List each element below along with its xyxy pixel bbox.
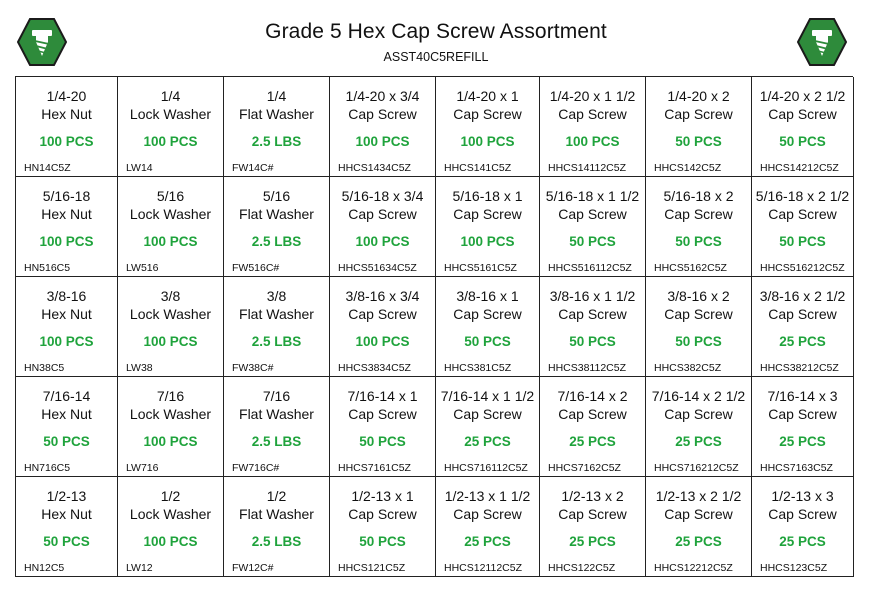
assortment-cell bbox=[16, 77, 118, 177]
assortment-cell bbox=[540, 477, 646, 577]
item-part-number: LW14 bbox=[126, 162, 153, 174]
item-type: Hex Nut bbox=[41, 106, 92, 122]
item-type: Cap Screw bbox=[453, 206, 522, 222]
item-quantity: 25 PCS bbox=[779, 534, 826, 549]
assortment-cell bbox=[540, 77, 646, 177]
item-quantity: 50 PCS bbox=[464, 334, 511, 349]
item-part-number: HHCS382C5Z bbox=[654, 362, 722, 374]
item-part-number: HN38C5 bbox=[24, 362, 65, 374]
item-part-number: HHCS122C5Z bbox=[548, 562, 616, 574]
item-part-number: LW516 bbox=[126, 262, 159, 274]
item-size: 1/2-13 x 1 1/2 bbox=[444, 488, 531, 504]
item-type: Cap Screw bbox=[768, 106, 837, 122]
item-size: 3/8 bbox=[266, 288, 287, 304]
item-quantity: 25 PCS bbox=[569, 534, 616, 549]
item-size: 1/2-13 x 1 bbox=[351, 488, 414, 504]
item-size: 7/16 bbox=[156, 388, 185, 404]
item-type: Cap Screw bbox=[558, 106, 627, 122]
item-type: Cap Screw bbox=[664, 406, 733, 422]
item-type: Hex Nut bbox=[41, 306, 92, 322]
item-type: Cap Screw bbox=[558, 306, 627, 322]
item-type: Cap Screw bbox=[348, 206, 417, 222]
item-part-number: HHCS716212C5Z bbox=[654, 462, 739, 474]
item-size: 5/16-18 x 1 bbox=[452, 188, 523, 204]
item-part-number: HHCS12212C5Z bbox=[654, 562, 733, 574]
assortment-cell bbox=[646, 477, 752, 577]
item-type: Cap Screw bbox=[453, 306, 522, 322]
item-quantity: 100 PCS bbox=[39, 234, 94, 249]
assortment-cell bbox=[436, 477, 540, 577]
item-quantity: 50 PCS bbox=[359, 534, 406, 549]
item-part-number: HN716C5 bbox=[24, 462, 71, 474]
item-quantity: 50 PCS bbox=[43, 434, 90, 449]
item-size: 3/8-16 x 1 bbox=[456, 288, 519, 304]
item-quantity: 100 PCS bbox=[143, 234, 198, 249]
assortment-cell bbox=[752, 77, 854, 177]
item-part-number: HHCS121C5Z bbox=[338, 562, 406, 574]
item-quantity: 50 PCS bbox=[779, 134, 826, 149]
item-size: 3/8 bbox=[160, 288, 181, 304]
assortment-cell bbox=[330, 177, 436, 277]
item-part-number: HHCS381C5Z bbox=[444, 362, 512, 374]
assortment-cell bbox=[224, 177, 330, 277]
assortment-cell bbox=[330, 77, 436, 177]
item-type: Cap Screw bbox=[348, 506, 417, 522]
item-quantity: 25 PCS bbox=[779, 434, 826, 449]
assortment-cell bbox=[16, 377, 118, 477]
item-size: 3/8-16 x 3/4 bbox=[345, 288, 420, 304]
assortment-cell bbox=[646, 277, 752, 377]
item-part-number: HHCS14212C5Z bbox=[760, 162, 839, 174]
item-size: 5/16-18 x 2 bbox=[663, 188, 734, 204]
item-type: Cap Screw bbox=[453, 106, 522, 122]
item-part-number: HHCS1434C5Z bbox=[338, 162, 411, 174]
item-quantity: 2.5 LBS bbox=[251, 234, 302, 249]
item-part-number: HN516C5 bbox=[24, 262, 71, 274]
item-part-number: HHCS123C5Z bbox=[760, 562, 828, 574]
assortment-cell bbox=[540, 177, 646, 277]
item-part-number: FW38C# bbox=[232, 362, 274, 374]
item-part-number: HHCS51634C5Z bbox=[338, 262, 417, 274]
item-quantity: 50 PCS bbox=[675, 134, 722, 149]
assortment-cell bbox=[436, 277, 540, 377]
item-size: 1/4-20 x 3/4 bbox=[345, 88, 420, 104]
item-part-number: HHCS14112C5Z bbox=[548, 162, 627, 174]
item-part-number: HHCS516212C5Z bbox=[760, 262, 845, 274]
item-size: 7/16-14 x 1 1/2 bbox=[440, 388, 535, 404]
item-type: Cap Screw bbox=[768, 306, 837, 322]
item-type: Lock Washer bbox=[129, 306, 212, 322]
assortment-cell bbox=[16, 277, 118, 377]
item-quantity: 100 PCS bbox=[355, 134, 410, 149]
item-type: Cap Screw bbox=[558, 406, 627, 422]
assortment-cell bbox=[118, 77, 224, 177]
item-quantity: 25 PCS bbox=[569, 434, 616, 449]
item-quantity: 50 PCS bbox=[569, 334, 616, 349]
item-part-number: HHCS7161C5Z bbox=[338, 462, 411, 474]
item-size: 7/16-14 x 2 1/2 bbox=[651, 388, 746, 404]
item-size: 7/16-14 x 2 bbox=[557, 388, 628, 404]
item-size: 3/8-16 x 2 1/2 bbox=[759, 288, 846, 304]
item-type: Hex Nut bbox=[41, 506, 92, 522]
item-part-number: LW716 bbox=[126, 462, 159, 474]
item-quantity: 100 PCS bbox=[143, 534, 198, 549]
assortment-cell bbox=[752, 177, 854, 277]
assortment-cell bbox=[646, 377, 752, 477]
item-type: Lock Washer bbox=[129, 106, 212, 122]
item-type: Flat Washer bbox=[239, 306, 314, 322]
item-type: Cap Screw bbox=[664, 306, 733, 322]
item-part-number: HN12C5 bbox=[24, 562, 65, 574]
item-part-number: HHCS516112C5Z bbox=[548, 262, 632, 274]
item-part-number: FW14C# bbox=[232, 162, 274, 174]
item-quantity: 25 PCS bbox=[675, 434, 722, 449]
item-quantity: 25 PCS bbox=[675, 534, 722, 549]
assortment-cell bbox=[330, 477, 436, 577]
item-part-number: HHCS12112C5Z bbox=[444, 562, 523, 574]
item-size: 5/16-18 bbox=[42, 188, 91, 204]
item-size: 1/4-20 x 1 bbox=[456, 88, 519, 104]
page-subtitle: ASST40C5REFILL bbox=[383, 50, 489, 64]
assortment-cell bbox=[16, 477, 118, 577]
item-part-number: FW516C# bbox=[232, 262, 280, 274]
item-part-number: LW12 bbox=[126, 562, 153, 574]
assortment-cell bbox=[646, 177, 752, 277]
item-quantity: 100 PCS bbox=[460, 234, 515, 249]
item-part-number: HHCS38212C5Z bbox=[760, 362, 839, 374]
item-quantity: 100 PCS bbox=[565, 134, 620, 149]
assortment-cell bbox=[436, 177, 540, 277]
item-quantity: 50 PCS bbox=[675, 334, 722, 349]
assortment-cell bbox=[752, 277, 854, 377]
item-quantity: 50 PCS bbox=[675, 234, 722, 249]
item-type: Cap Screw bbox=[664, 206, 733, 222]
item-quantity: 50 PCS bbox=[569, 234, 616, 249]
item-quantity: 100 PCS bbox=[143, 334, 198, 349]
item-part-number: LW38 bbox=[126, 362, 153, 374]
item-quantity: 50 PCS bbox=[779, 234, 826, 249]
item-type: Flat Washer bbox=[239, 506, 314, 522]
assortment-cell bbox=[330, 277, 436, 377]
item-part-number: HHCS3834C5Z bbox=[338, 362, 411, 374]
assortment-cell bbox=[118, 277, 224, 377]
item-size: 3/8-16 x 2 bbox=[667, 288, 730, 304]
item-size: 3/8-16 x 1 1/2 bbox=[549, 288, 636, 304]
item-part-number: FW716C# bbox=[232, 462, 280, 474]
item-part-number: HHCS142C5Z bbox=[654, 162, 722, 174]
item-quantity: 50 PCS bbox=[43, 534, 90, 549]
assortment-cell bbox=[436, 377, 540, 477]
item-type: Lock Washer bbox=[129, 506, 212, 522]
assortment-cell bbox=[16, 177, 118, 277]
item-type: Cap Screw bbox=[558, 206, 627, 222]
item-type: Lock Washer bbox=[129, 406, 212, 422]
item-quantity: 100 PCS bbox=[355, 234, 410, 249]
item-quantity: 100 PCS bbox=[355, 334, 410, 349]
item-type: Cap Screw bbox=[664, 106, 733, 122]
item-size: 7/16-14 x 1 bbox=[347, 388, 418, 404]
item-type: Flat Washer bbox=[239, 106, 314, 122]
item-size: 5/16-18 x 3/4 bbox=[341, 188, 424, 204]
item-type: Hex Nut bbox=[41, 206, 92, 222]
item-type: Flat Washer bbox=[239, 206, 314, 222]
item-size: 1/4 bbox=[160, 88, 181, 104]
item-size: 5/16 bbox=[262, 188, 291, 204]
item-type: Hex Nut bbox=[41, 406, 92, 422]
item-size: 1/2-13 bbox=[46, 488, 87, 504]
item-size: 1/4-20 x 1 1/2 bbox=[549, 88, 636, 104]
assortment-grid bbox=[15, 76, 853, 577]
item-part-number: HHCS5161C5Z bbox=[444, 262, 517, 274]
item-size: 5/16 bbox=[156, 188, 185, 204]
item-quantity: 50 PCS bbox=[359, 434, 406, 449]
item-size: 5/16-18 x 1 1/2 bbox=[545, 188, 640, 204]
item-quantity: 100 PCS bbox=[143, 134, 198, 149]
item-part-number: HHCS38112C5Z bbox=[548, 362, 627, 374]
assortment-cell bbox=[540, 277, 646, 377]
assortment-cell bbox=[224, 377, 330, 477]
assortment-cell bbox=[118, 177, 224, 277]
assortment-cell bbox=[224, 77, 330, 177]
item-part-number: HN14C5Z bbox=[24, 162, 71, 174]
item-type: Cap Screw bbox=[348, 306, 417, 322]
item-type: Cap Screw bbox=[453, 406, 522, 422]
item-size: 1/4-20 x 2 bbox=[667, 88, 730, 104]
item-type: Cap Screw bbox=[768, 206, 837, 222]
assortment-cell bbox=[330, 377, 436, 477]
item-quantity: 100 PCS bbox=[143, 434, 198, 449]
assortment-cell bbox=[118, 477, 224, 577]
item-size: 1/2-13 x 2 1/2 bbox=[655, 488, 742, 504]
assortment-cell bbox=[118, 377, 224, 477]
assortment-cell bbox=[646, 77, 752, 177]
assortment-cell bbox=[436, 77, 540, 177]
item-quantity: 100 PCS bbox=[39, 134, 94, 149]
item-quantity: 2.5 LBS bbox=[251, 434, 302, 449]
item-part-number: HHCS141C5Z bbox=[444, 162, 512, 174]
item-size: 3/8-16 bbox=[46, 288, 87, 304]
item-size: 1/4-20 bbox=[46, 88, 87, 104]
item-part-number: FW12C# bbox=[232, 562, 274, 574]
item-quantity: 2.5 LBS bbox=[251, 134, 302, 149]
item-quantity: 2.5 LBS bbox=[251, 534, 302, 549]
assortment-cell bbox=[752, 477, 854, 577]
item-quantity: 25 PCS bbox=[779, 334, 826, 349]
item-size: 1/2-13 x 3 bbox=[771, 488, 834, 504]
item-type: Cap Screw bbox=[453, 506, 522, 522]
item-size: 1/4-20 x 2 1/2 bbox=[759, 88, 846, 104]
assortment-cell bbox=[224, 277, 330, 377]
item-type: Cap Screw bbox=[768, 506, 837, 522]
item-quantity: 2.5 LBS bbox=[251, 334, 302, 349]
item-quantity: 25 PCS bbox=[464, 434, 511, 449]
item-type: Cap Screw bbox=[558, 506, 627, 522]
assortment-cell bbox=[752, 377, 854, 477]
item-type: Lock Washer bbox=[129, 206, 212, 222]
item-size: 1/2 bbox=[160, 488, 181, 504]
item-type: Flat Washer bbox=[239, 406, 314, 422]
item-quantity: 100 PCS bbox=[460, 134, 515, 149]
item-part-number: HHCS716112C5Z bbox=[444, 462, 528, 474]
item-type: Cap Screw bbox=[348, 106, 417, 122]
item-size: 1/2 bbox=[266, 488, 287, 504]
item-size: 7/16-14 bbox=[42, 388, 91, 404]
assortment-cell bbox=[540, 377, 646, 477]
item-type: Cap Screw bbox=[768, 406, 837, 422]
page-title: Grade 5 Hex Cap Screw Assortment bbox=[265, 20, 607, 43]
item-size: 1/2-13 x 2 bbox=[561, 488, 624, 504]
item-size: 1/4 bbox=[266, 88, 287, 104]
assortment-cell bbox=[224, 477, 330, 577]
item-part-number: HHCS7162C5Z bbox=[548, 462, 621, 474]
item-size: 7/16 bbox=[262, 388, 291, 404]
item-quantity: 25 PCS bbox=[464, 534, 511, 549]
item-size: 7/16-14 x 3 bbox=[767, 388, 838, 404]
item-type: Cap Screw bbox=[348, 406, 417, 422]
item-part-number: HHCS7163C5Z bbox=[760, 462, 833, 474]
item-part-number: HHCS5162C5Z bbox=[654, 262, 727, 274]
item-quantity: 100 PCS bbox=[39, 334, 94, 349]
item-size: 5/16-18 x 2 1/2 bbox=[755, 188, 850, 204]
item-type: Cap Screw bbox=[664, 506, 733, 522]
